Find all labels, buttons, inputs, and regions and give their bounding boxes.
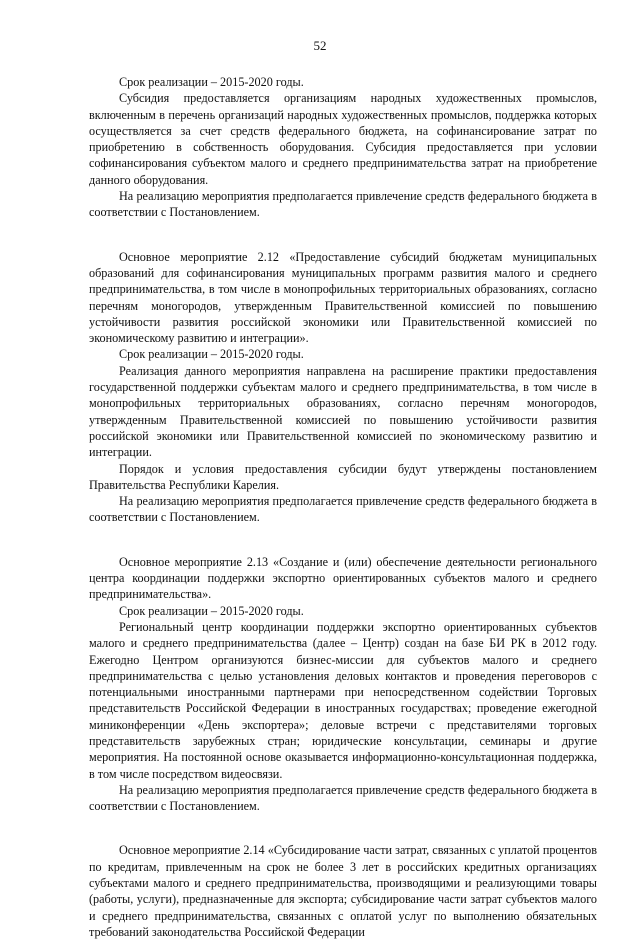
paragraph-measure-2-14: Основное мероприятие 2.14 «Субсидирование части затрат, связанных с уплатой процентов по кредитам, привлеченным на срок не более 3 лет в российских кредитных организациях субъектами малого и среднего предпринимательства, производящими и реализующими товары (работы, услуги), предназначенные для экспорта; субсидирование части затрат субъектов малого и среднего предпринимательства, связанных с оплатой услуг по выполнению обязательных требований законодательства Российской Федерации — [89, 843, 597, 939]
paragraph-export-center: Региональный центр координации поддержки экспортно ориентированных субъектов малого и среднего предпринимательства (далее – Центр) создан на базе БИ РК в 2012 году. Ежегодно Центром организуются бизнес-миссии для субъектов малого и среднего предпринимательства с целью установления деловых контактов и проведения переговоров с потенциальными иностранными партнерами при непосредственном содействии Торговых представительств Российской Федерации в иностранных государствах; проведение ежегодной миниконференции «День экспортера»; деловые встречи с представителями торговых представительств зарубежных стран; юридические консультации, семинары и другие мероприятия. На постоянной основе оказывается информационно-консультационная поддержка, в том числе посредством видеосвязи. — [89, 619, 597, 781]
section-gap — [89, 221, 597, 249]
paragraph-funding-1: На реализацию мероприятия предполагается привлечение средств федерального бюджета в соответствии с Постановлением. — [89, 189, 597, 220]
paragraph-measure-2-12: Основное мероприятие 2.12 «Предоставление субсидий бюджетам муниципальных образований для софинансирования муниципальных программ развития малого и среднего предпринимательства, в том числе в монопрофильных территориальных образованиях, согласно перечням моногородов, утвержденным Правительственной комиссией по повышению устойчивости развития российской экономики или Правительственной комиссией по экономическому развитию и интеграции». — [89, 249, 597, 346]
paragraph-subsidy-crafts: Субсидия предоставляется организациям народных художественных промыслов, включенным в перечень организаций народных художественных промыслов, поддержка которых осуществляется за счет средств федерального бюджета, на софинансирование затрат по приобретению в собственность оборудования. Субсидия предоставляется при условии софинансирования субъектом малого и среднего предпринимательства затрат на приобретение данного оборудования. — [89, 91, 597, 187]
paragraph-implementation-2-12: Реализация данного мероприятия направлена на расширение практики предоставления государственной поддержки субъектам малого и среднего предпринимательства, в том числе в монопрофильных территориальных образованиях, согласно перечням моногородов, утвержденным Правительственной комиссией по повышению устойчивости развития российской экономики или Правительственной комиссией по экономическому развитию и интеграции. — [89, 363, 597, 460]
paragraph-funding-2: На реализацию мероприятия предполагается привлечение средств федерального бюджета в соответствии с Постановлением. — [89, 494, 597, 525]
paragraph-term-1: Срок реализации – 2015-2020 годы. — [119, 75, 304, 89]
paragraph-procedure: Порядок и условия предоставления субсидии будут утверждены постановлением Правительства Республики Карелия. — [89, 461, 597, 492]
paragraph-term-3: Срок реализации – 2015-2020 годы. — [119, 603, 304, 618]
document-body — [89, 74, 597, 940]
section-gap — [89, 526, 597, 554]
paragraph-funding-3: На реализацию мероприятия предполагается привлечение средств федерального бюджета в соответствии с Постановлением. — [89, 782, 597, 814]
paragraph-measure-2-13: Основное мероприятие 2.13 «Создание и (или) обеспечение деятельности регионального центра координации поддержки экспортно ориентированных субъектов малого и среднего предпринимательства». — [89, 554, 597, 602]
section-gap — [89, 814, 597, 842]
page-number: 52 — [313, 38, 327, 53]
paragraph-term-2: Срок реализации – 2015-2020 годы. — [119, 347, 304, 362]
